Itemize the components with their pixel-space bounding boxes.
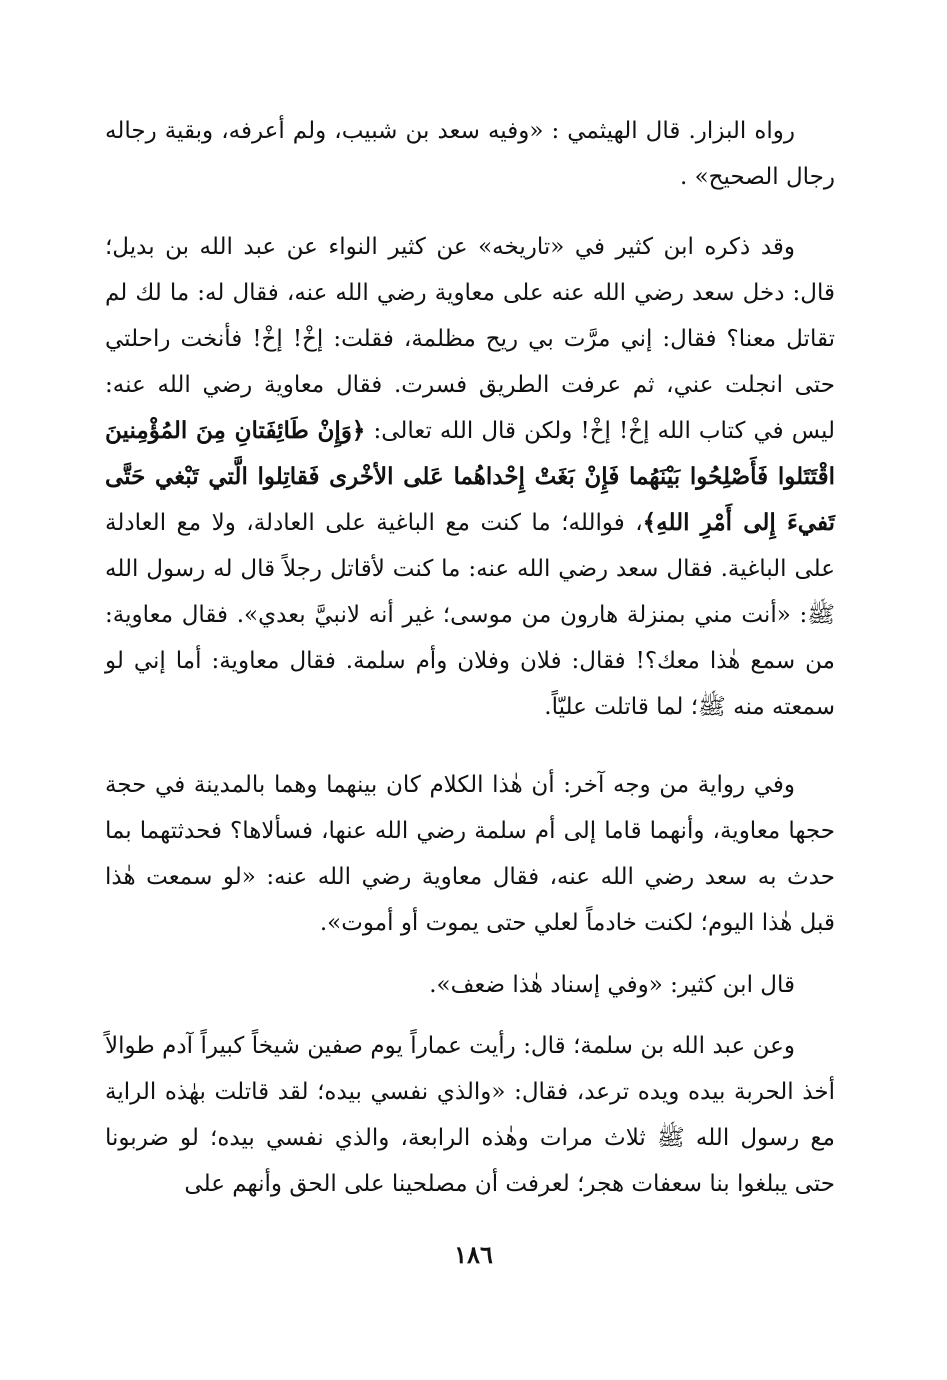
quran-verse: ﴿وَإِنْ طَائِفَتانِ مِنَ المُؤْمِنينَ اقْتَتَلوا فَأَصْلِحُوا بَيْنَهُما فَإِنْ بَغَتْ إِحْداهُما عَلى الأخْرى فَقاتِلوا الَّتي تَبْغي حَتَّى تَفيءَ إِلى أَمْرِ اللهِ﴾ (105, 417, 835, 536)
paragraph-bazzar-note (105, 108, 835, 200)
paragraph-text: رواه البزار. قال الهيثمي : «وفيه سعد بن شبيب، ولم أعرفه، وبقية رجاله رجال الصحيح» . (105, 118, 835, 190)
paragraph-ibn-kathir-comment (105, 962, 835, 1008)
paragraph-ibn-kathir-story (105, 224, 835, 730)
paragraph-text: قال ابن كثير: «وفي إسناد هٰذا ضعف». (429, 972, 795, 998)
paragraph-text-after-verse: ، فوالله؛ ما كنت مع الباغية على العادلة، ولا مع العادلة على الباغية. فقال سعد رضي الله عنه: ما كنت لأقاتل رجلاً قال له رسول الله ﷺ: «أنت مني بمنزلة هارون من موسى؛ غير أنه لانبيَّ بعدي». فقال معاوية: من سمع هٰذا معك؟! فقال: فلان وفلان وأم سلمة. فقال معاوية: أما إني لو سمعته منه ﷺ؛ لما قاتلت عليّاً. (105, 510, 835, 720)
page-number: ١٨٦ (454, 1240, 493, 1269)
paragraph-text: وفي رواية من وجه آخر: أن هٰذا الكلام كان بينهما وهما بالمدينة في حجة حجها معاوية، وأنهما قاما إلى أم سلمة رضي الله عنها، فسألاها؟ فحدثتهما بما حدث به سعد رضي الله عنه، فقال معاوية رضي الله عنه: «لو سمعت هٰذا قبل هٰذا اليوم؛ لكنت خادماً لعلي حتى يموت أو أموت». (105, 772, 835, 936)
paragraph-ammar-narration (105, 1023, 835, 1207)
paragraph-text-before-verse: وقد ذكره ابن كثير في «تاريخه» عن كثير النواء عن عبد الله بن بديل؛ قال: دخل سعد رضي الله عنه على معاوية رضي الله عنه، فقال له: ما لك لم تقاتل معنا؟ فقال: إني مرَّت بي ريح مظلمة، فقلت: إخْ! إخْ! فأنخت راحلتي حتى انجلت عني، ثم عرفت الطريق فسرت. فقال معاوية رضي الله عنه: ليس في كتاب الله إخْ! إخْ! ولكن قال الله تعالى: (105, 234, 835, 444)
paragraph-other-narration (105, 762, 835, 946)
paragraph-text: وعن عبد الله بن سلمة؛ قال: رأيت عماراً يوم صفين شيخاً كبيراً آدم طوالاً أخذ الحربة بيده ويده ترعد، فقال: «والذي نفسي بيده؛ لقد قاتلت بهٰذه الراية مع رسول الله ﷺ ثلاث مرات وهٰذه الرابعة، والذي نفسي بيده؛ لو ضربونا حتى يبلغوا بنا سعفات هجر؛ لعرفت أن مصلحينا على الحق وأنهم على (105, 1033, 835, 1197)
